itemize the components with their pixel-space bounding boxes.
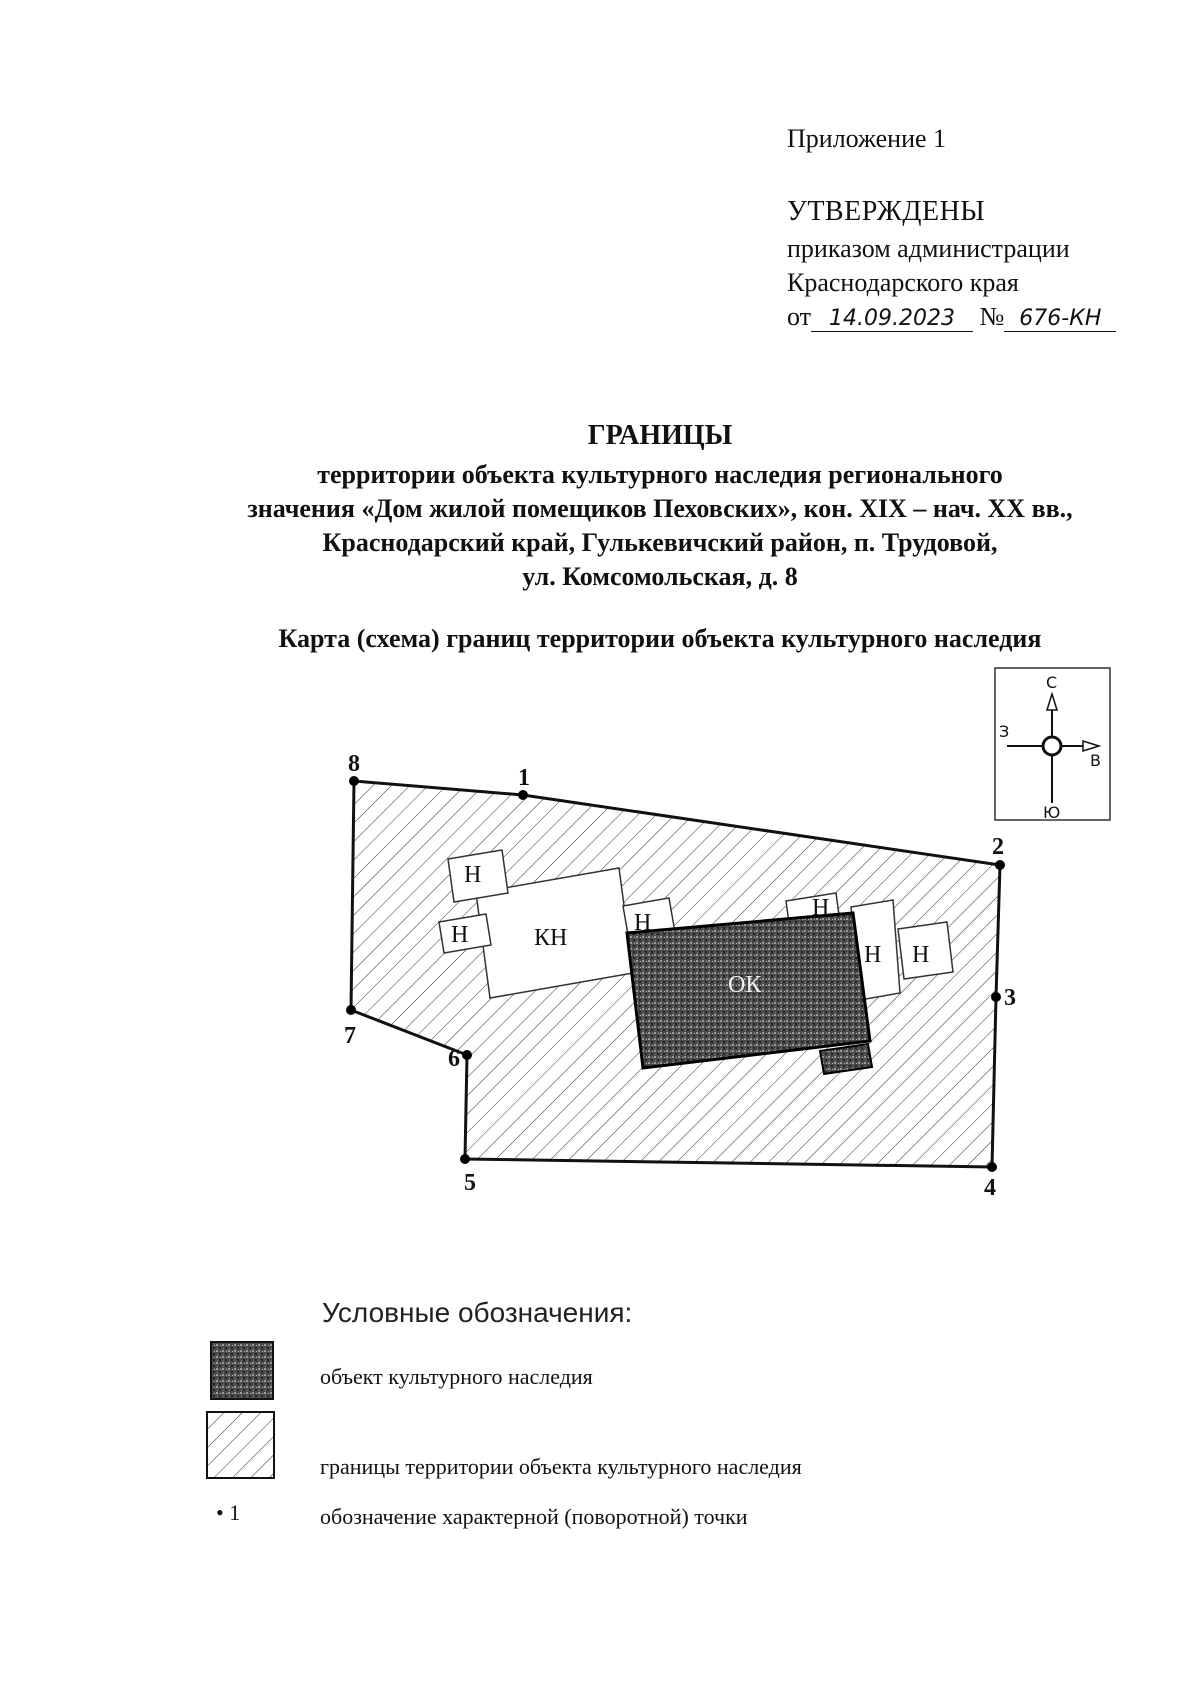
order-from-label: от [787,302,812,331]
legend-swatch-heritage [211,1342,273,1399]
compass-north: С [1046,673,1058,692]
title-line-2: значения «Дом жилой помещиков Пеховских», кон. XIX – нач. XX вв., [247,494,1073,523]
compass-rose [995,668,1110,822]
legend-territory-bounds: границы территории объекта культурного наследия [320,1454,802,1479]
point-6-marker [462,1050,472,1060]
point-4-label: 4 [984,1175,996,1201]
label-n-3: Н [634,910,652,936]
order-number: 676-КН [1004,306,1116,332]
point-5-label: 5 [464,1170,476,1196]
label-n-5: Н [864,942,882,968]
point-5-marker [460,1154,470,1164]
label-n-1: Н [464,862,482,888]
document-title: ГРАНИЦЫ [587,420,733,451]
title-line-4: ул. Комсомольская, д. 8 [522,562,798,591]
order-line-1: приказом администрации [787,234,1070,263]
legend-heritage-object: объект культурного наследия [320,1364,593,1389]
point-2-label: 2 [992,834,1004,860]
label-n-4: Н [812,895,830,921]
label-n-2: Н [451,922,469,948]
title-line-3: Краснодарский край, Гулькевичский район, п. Трудовой, [322,528,998,557]
point-7-label: 7 [344,1023,356,1049]
point-1-label: 1 [518,765,530,791]
appendix-label: Приложение 1 [787,124,947,153]
point-2-marker [995,860,1005,870]
point-3-marker [991,992,1001,1002]
point-8-label: 8 [348,751,360,777]
compass-south: Ю [1043,803,1061,822]
label-n-6: Н [912,942,930,968]
point-7-marker [346,1005,356,1015]
order-line-2: Краснодарского края [787,268,1019,297]
order-number-label: № [979,302,1005,331]
compass-west: З [999,722,1010,741]
point-3-label: 3 [1004,985,1016,1011]
label-ok: ОК [728,972,762,998]
compass-east: В [1090,751,1101,770]
title-line-1: территории объекта культурного наследия регионального [317,460,1003,489]
point-6-label: 6 [448,1046,460,1072]
point-1-marker [518,790,528,800]
order-date: 14.09.2023 [811,306,973,332]
label-kn: КН [534,925,568,951]
legend-swatch-territory [207,1412,274,1478]
map-caption: Карта (схема) границ территории объекта культурного наследия [278,624,1042,653]
point-4-marker [987,1162,997,1172]
legend-point-desc: обозначение характерной (поворотной) точки [320,1504,748,1529]
point-8-marker [349,776,359,786]
approved-label: УТВЕРЖДЕНЫ [787,196,986,227]
legend-title: Условные обозначения: [322,1297,633,1328]
legend-point-marker: • 1 [216,1500,241,1525]
